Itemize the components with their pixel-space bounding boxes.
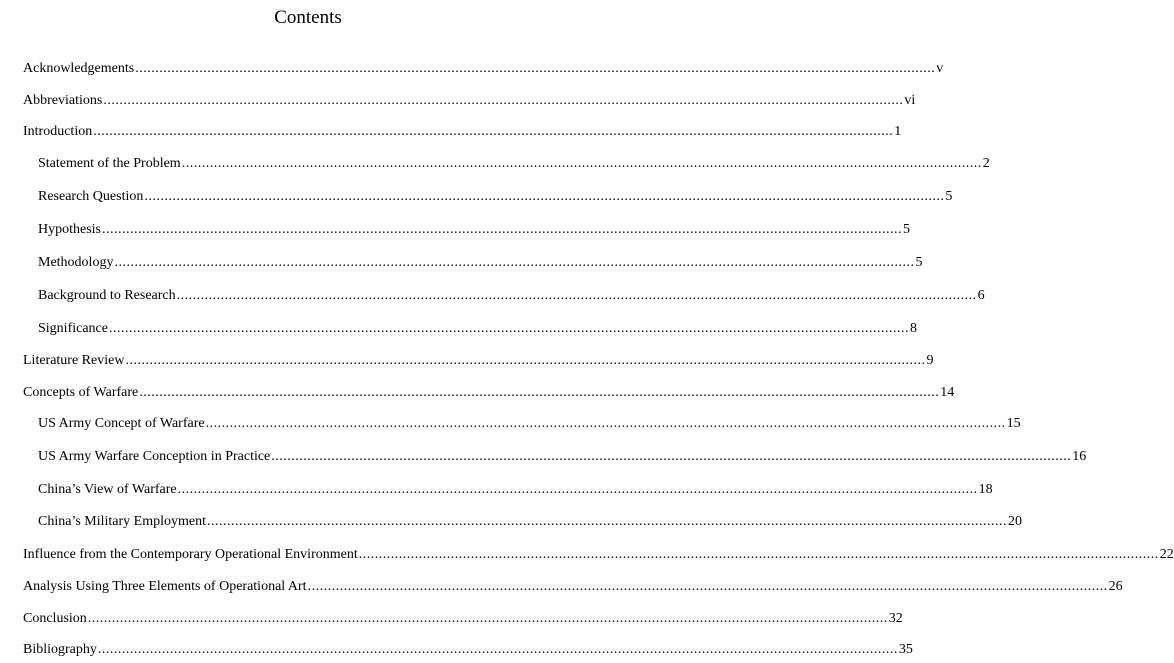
- toc-subentry: [38, 447, 1087, 467]
- toc-page-number: 18: [978, 482, 993, 497]
- toc-dot-leader: ........................................................................................................................................................................................................: [114, 255, 915, 270]
- toc-page-number: 2: [982, 156, 990, 171]
- toc-entry-label: Conclusion: [23, 611, 87, 626]
- toc-page-number: 6: [977, 288, 985, 303]
- toc-subentry: [38, 187, 953, 207]
- toc-entry: [23, 609, 903, 629]
- toc-subentry: [38, 480, 993, 500]
- toc-page-number: v: [936, 61, 944, 76]
- toc-entry-label: US Army Warfare Conception in Practice: [38, 449, 271, 464]
- toc-entry-label: Introduction: [23, 124, 93, 139]
- toc-entry-label: Acknowledgements: [23, 61, 135, 76]
- toc-dot-leader: ........................................................................................................................................................................................................: [205, 416, 1006, 431]
- toc-page-number: 15: [1006, 416, 1021, 431]
- toc-dot-leader: ........................................................................................................................................................................................................: [135, 61, 936, 76]
- contents-title: Contents: [274, 7, 342, 28]
- toc-dot-leader: ........................................................................................................................................................................................................: [97, 642, 898, 657]
- toc-entry-label: Influence from the Contemporary Operational Environment: [23, 547, 358, 562]
- toc-dot-leader: ........................................................................................................................................................................................................: [103, 93, 904, 108]
- toc-entry-label: Research Question: [38, 189, 144, 204]
- toc-dot-leader: ........................................................................................................................................................................................................: [87, 611, 888, 626]
- toc-entry-label: Analysis Using Three Elements of Operational Art: [23, 579, 307, 594]
- toc-subentry: [38, 414, 1021, 434]
- toc-entry-label: Literature Review: [23, 353, 125, 368]
- toc-subentry: [38, 253, 923, 273]
- toc-entry: [23, 122, 902, 142]
- toc-entry: [23, 640, 913, 660]
- toc-dot-leader: ........................................................................................................................................................................................................: [358, 547, 1159, 562]
- toc-page-number: 35: [898, 642, 913, 657]
- toc-page-number: 26: [1108, 579, 1123, 594]
- toc-page-number: 22: [1159, 547, 1174, 562]
- toc-dot-leader: ........................................................................................................................................................................................................: [144, 189, 945, 204]
- toc-page-number: 1: [894, 124, 902, 139]
- toc-page-number: 5: [945, 189, 953, 204]
- toc-dot-leader: ........................................................................................................................................................................................................: [177, 482, 978, 497]
- toc-page-number: vi: [904, 93, 916, 108]
- toc-dot-leader: ........................................................................................................................................................................................................: [102, 222, 902, 237]
- toc-page-number: 8: [909, 321, 917, 336]
- toc-subentry: [38, 154, 990, 174]
- toc-entry: [23, 545, 1174, 565]
- toc-entry-label: Significance: [38, 321, 108, 336]
- toc-page-number: 9: [926, 353, 934, 368]
- toc-subentry: [38, 512, 1022, 532]
- toc-entry-label: Hypothesis: [38, 222, 101, 237]
- toc-entry-label: China’s View of Warfare: [38, 482, 177, 497]
- toc-entry: [23, 383, 955, 403]
- toc-entry: [23, 577, 1123, 597]
- toc-dot-leader: ........................................................................................................................................................................................................: [307, 579, 1108, 594]
- toc-entry-label: Abbreviations: [23, 93, 103, 108]
- toc-dot-leader: ........................................................................................................................................................................................................: [181, 156, 982, 171]
- toc-page-number: 32: [888, 611, 903, 626]
- toc-entry-label: US Army Concept of Warfare: [38, 416, 205, 431]
- toc-entry: [23, 59, 944, 79]
- toc-entry-label: Background to Research: [38, 288, 176, 303]
- toc-entry-label: Bibliography: [23, 642, 97, 657]
- toc-dot-leader: ........................................................................................................................................................................................................: [139, 385, 940, 400]
- toc-subentry: [38, 319, 917, 339]
- toc-entry-label: Concepts of Warfare: [23, 385, 139, 400]
- toc-subentry: [38, 286, 985, 306]
- toc-page-number: 14: [940, 385, 955, 400]
- toc-dot-leader: ........................................................................................................................................................................................................: [271, 449, 1072, 464]
- toc-page-number: 20: [1008, 514, 1022, 529]
- toc-subentry: [38, 220, 910, 240]
- toc-dot-leader: ........................................................................................................................................................................................................: [125, 353, 926, 368]
- toc-entry: [23, 91, 916, 111]
- toc-entry-label: China’s Military Employment: [38, 514, 206, 529]
- toc-page-number: 16: [1072, 449, 1087, 464]
- toc-dot-leader: ........................................................................................................................................................................................................: [207, 514, 1007, 529]
- toc-page-number: 5: [915, 255, 923, 270]
- toc-entry-label: Methodology: [38, 255, 114, 270]
- toc-dot-leader: ........................................................................................................................................................................................................: [93, 124, 894, 139]
- toc-entry: [23, 351, 934, 371]
- toc-page-number: 5: [903, 222, 910, 237]
- toc-dot-leader: ........................................................................................................................................................................................................: [108, 321, 909, 336]
- toc-dot-leader: ........................................................................................................................................................................................................: [176, 288, 977, 303]
- toc-entry-label: Statement of the Problem: [38, 156, 181, 171]
